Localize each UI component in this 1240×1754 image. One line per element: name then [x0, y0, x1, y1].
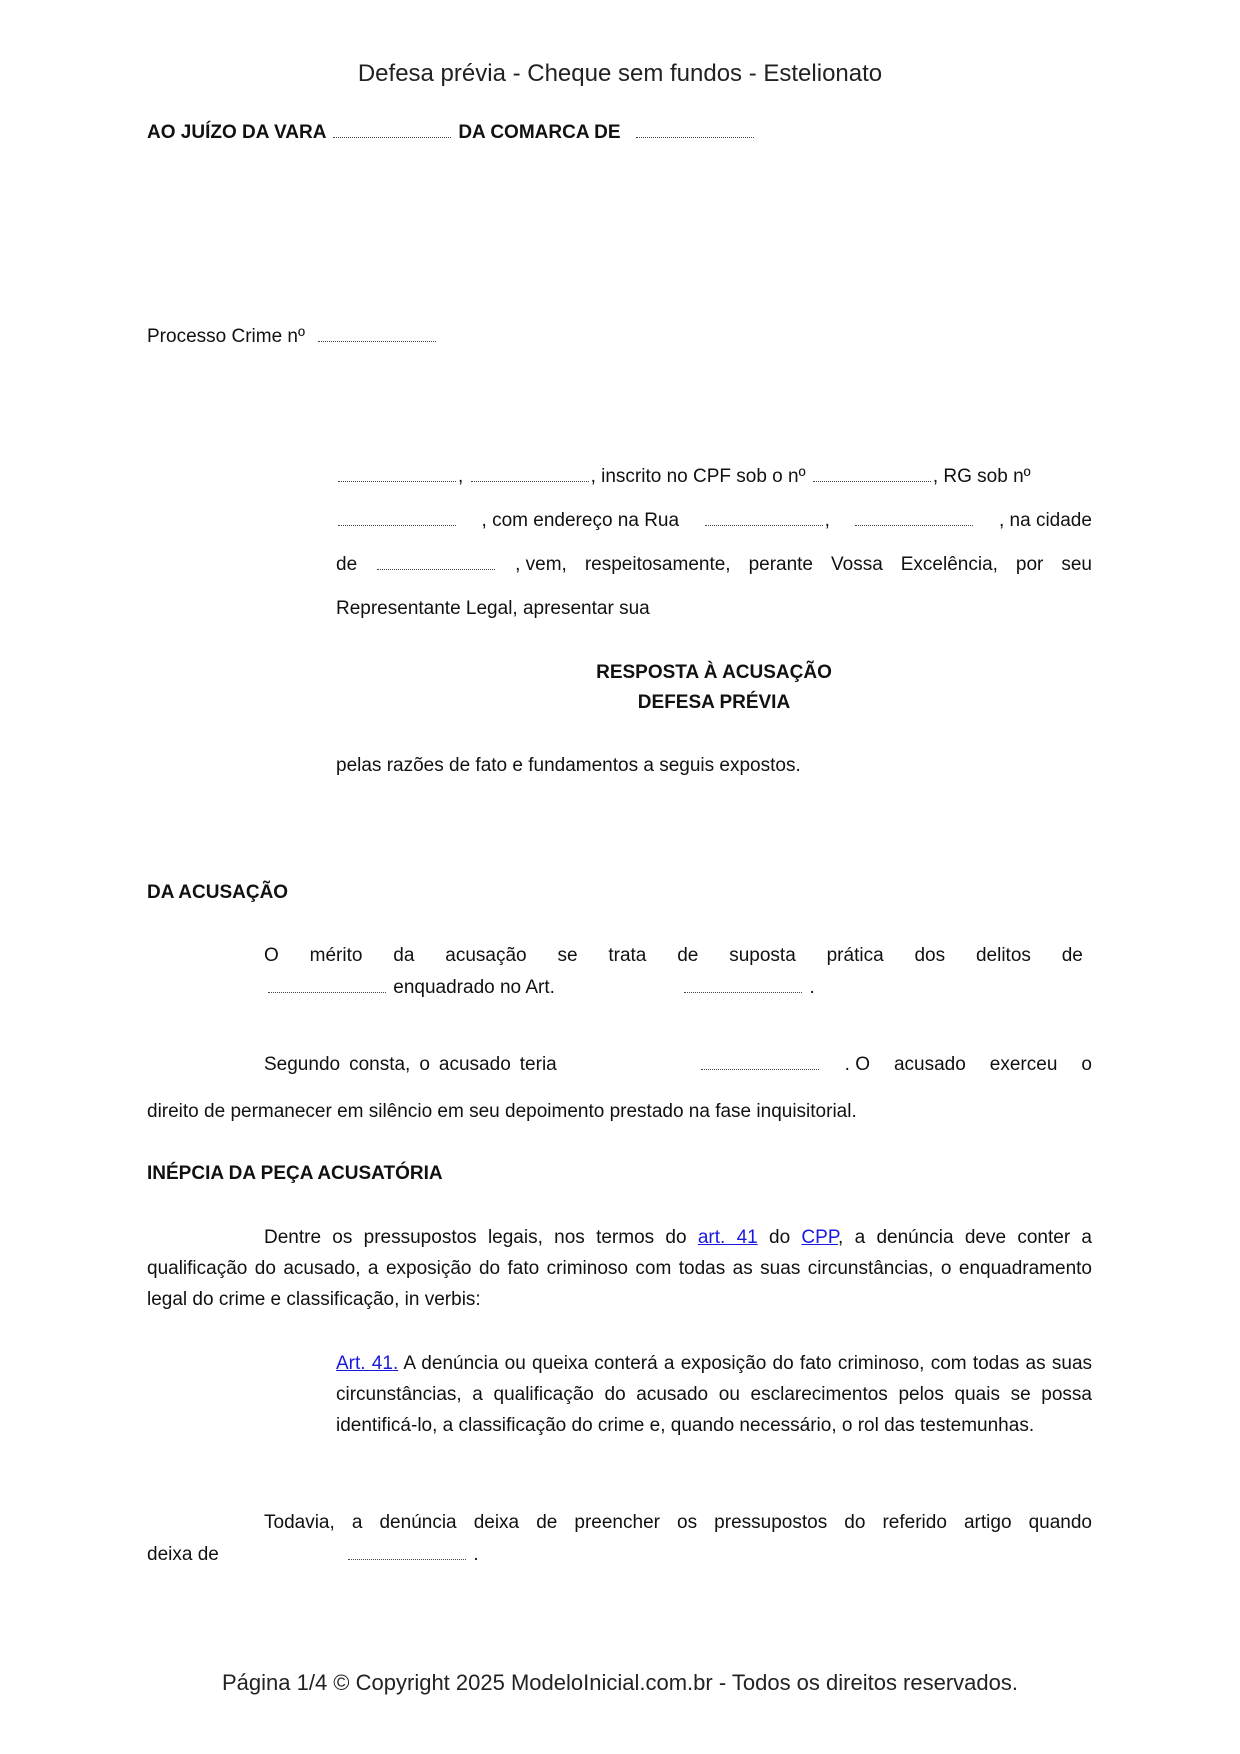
heading-line-1: RESPOSTA À ACUSAÇÃO [596, 662, 832, 683]
para1-line1 [264, 945, 1083, 975]
para1-line2 [264, 977, 1083, 999]
word: de [677, 945, 699, 966]
word: da [393, 945, 415, 966]
intro-text: pelas razões de fato e fundamentos a seguis expostos. [336, 755, 801, 776]
address-label: , com endereço na Rua [481, 510, 680, 531]
word: o [1081, 1054, 1092, 1075]
word: acusado [438, 1054, 511, 1075]
word: . O [844, 1054, 871, 1075]
qualification-line-1 [336, 466, 1092, 510]
accusation-paragraph-2 [264, 1054, 1092, 1084]
section-title-ineptness: INÉPCIA DA PEÇA ACUSATÓRIA [147, 1163, 443, 1184]
heading-line-2: DEFESA PRÉVIA [637, 692, 791, 713]
period: . [473, 1544, 479, 1565]
accusation-paragraph-2-line-2: direito de permanecer em silêncio em seu depoimento prestado na fase inquisitorial. [147, 1101, 857, 1122]
word: mérito [309, 945, 363, 966]
word: consta, [349, 1054, 411, 1075]
fact-blank [701, 1067, 819, 1070]
section-title-accusation: DA ACUSAÇÃO [147, 882, 289, 903]
qualification-line-4: Representante Legal, apresentar sua [336, 598, 650, 619]
word: de [1061, 945, 1083, 966]
street-group [703, 510, 830, 532]
word: respeitosamente, [584, 554, 731, 575]
word: prática [826, 945, 884, 966]
rg-label: , RG sob nº [932, 466, 1031, 487]
accusation-paragraph-1 [264, 945, 1083, 999]
word: Vossa [831, 554, 883, 575]
city-label: , na cidade [998, 510, 1092, 531]
word: teria [519, 1054, 557, 1075]
qualification-line-3 [336, 554, 1092, 598]
city-blank [377, 567, 495, 570]
comarca-blank [636, 135, 754, 138]
word: Excelência, [900, 554, 998, 575]
word: dos [914, 945, 946, 966]
word: acusado [893, 1054, 966, 1075]
quote-text: A denúncia ou queixa conterá a exposição do fato criminoso, com todas as suas circunstâncias, a qualificação do acusado ou esclarecimentos pelos quais se possa identificá-lo, a classificação do crime e, quando necessário, o rol das testemunhas. [336, 1353, 1093, 1436]
comma: , [458, 466, 464, 487]
word: Segundo [264, 1054, 341, 1075]
rg-blank [338, 523, 456, 526]
word: acusação [445, 945, 527, 966]
word: exerceu [989, 1054, 1058, 1075]
addressee-prefix: AO JUÍZO DA VARA [147, 122, 326, 143]
qualification-block [336, 466, 1092, 642]
ineptness-paragraph-2-line-2 [147, 1544, 479, 1566]
word: perante [748, 554, 814, 575]
cpf-blank [813, 479, 931, 482]
street-blank [705, 523, 823, 526]
period: . [809, 977, 815, 998]
para2-start [264, 1054, 557, 1076]
de-label: de [336, 554, 358, 575]
omission-blank [348, 1557, 466, 1560]
word: , vem, [515, 554, 567, 575]
para2-line1 [264, 1054, 1092, 1084]
text: , a denúncia deve conter a qualificação do acusado, a exposição do fato criminoso com todas as suas circunstâncias, o enquadramento legal do crime e classificação, in verbis: [147, 1227, 1092, 1310]
cpf-label: , inscrito no CPF sob o nº [590, 466, 806, 487]
word: delitos [975, 945, 1031, 966]
ineptness-paragraph-1 [147, 1222, 1092, 1315]
text: deixa de [147, 1544, 219, 1565]
crime-blank [268, 990, 386, 993]
response-heading [336, 658, 1092, 718]
art-41-link[interactable]: art. 41 [697, 1227, 758, 1248]
document-title: Defesa prévia - Cheque sem fundos - Estelionato [357, 60, 883, 87]
article-41-quote [336, 1348, 1092, 1441]
word: o [419, 1054, 430, 1075]
process-line [147, 326, 438, 348]
ineptness-paragraph-2-line-1: Todavia, a denúncia deixa de preencher os pressupostos do referido artigo quando [264, 1512, 1092, 1533]
word: suposta [729, 945, 796, 966]
word: trata [608, 945, 647, 966]
word: por [1015, 554, 1044, 575]
word: se [557, 945, 578, 966]
process-number-blank [318, 339, 436, 342]
word: O [264, 945, 279, 966]
line1-group [336, 466, 1031, 488]
article-label: enquadrado no Art. [393, 977, 555, 998]
addressee-middle: DA COMARCA DE [458, 122, 621, 143]
number-blank [855, 523, 973, 526]
word: seu [1061, 554, 1092, 575]
qualification-line-2 [336, 510, 1092, 554]
name-blank [338, 479, 456, 482]
process-label: Processo Crime nº [147, 326, 305, 347]
cpp-link[interactable]: CPP [801, 1227, 839, 1248]
text: Dentre os pressupostos legais, nos termos do [264, 1227, 698, 1248]
nationality-blank [471, 479, 589, 482]
addressee-line [147, 122, 756, 144]
text: do [757, 1227, 802, 1248]
comma: , [824, 510, 830, 531]
article-blank [684, 990, 802, 993]
quote-art-41-link[interactable]: Art. 41. [336, 1353, 399, 1374]
vara-blank [333, 135, 451, 138]
page-footer: Página 1/4 © Copyright 2025 ModeloInicial.com.br - Todos os direitos reservados. [222, 1670, 1018, 1695]
